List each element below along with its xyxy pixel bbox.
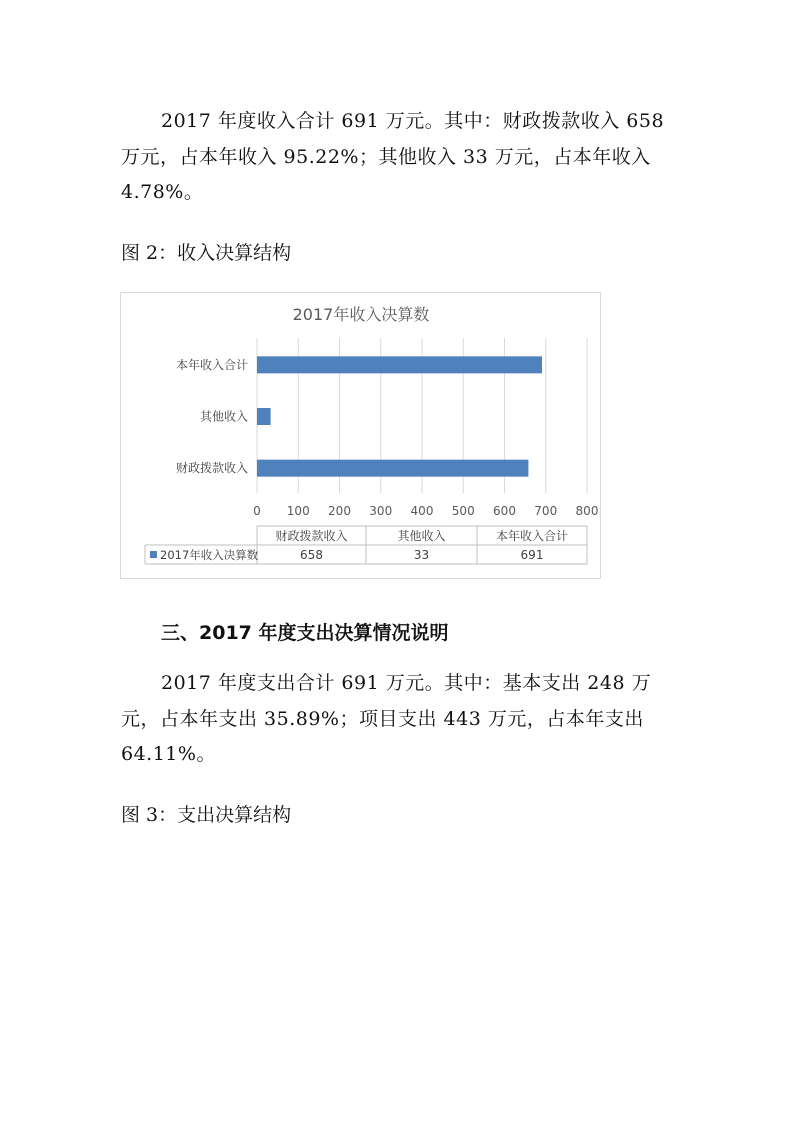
bar-1 xyxy=(257,460,528,477)
category-label: 财政拨款收入 xyxy=(175,461,248,476)
table-value-cell: 658 xyxy=(300,548,323,562)
x-tick-label: 800 xyxy=(575,504,599,518)
x-tick-label: 300 xyxy=(369,504,393,518)
category-label: 其他收入 xyxy=(199,409,248,424)
chart-title: 2017年收入决算数 xyxy=(292,305,430,324)
income-summary-paragraph: 2017 年度收入合计 691 万元。其中：财政拨款收入 658 万元，占本年收入 95.22%；其他收入 33 万元，占本年收入 4.78%。 xyxy=(121,110,665,203)
category-label: 本年收入合计 xyxy=(175,357,248,372)
legend-key xyxy=(150,551,157,558)
income-chart xyxy=(120,292,601,579)
x-tick-label: 600 xyxy=(493,504,516,518)
section-3-heading: 三、2017 年度支出决算情况说明 xyxy=(161,622,449,644)
table-row-label: 2017年收入决算数 xyxy=(160,548,259,562)
bar-3 xyxy=(257,356,542,373)
income-chart-svg xyxy=(121,293,602,580)
table-value-cell: 33 xyxy=(413,548,430,562)
table-value-cell: 691 xyxy=(520,548,544,562)
chart-data-table xyxy=(145,526,587,564)
table-header-cell: 本年收入合计 xyxy=(495,529,569,543)
table-header-cell: 其他收入 xyxy=(397,529,446,543)
x-tick-label: 500 xyxy=(451,504,475,518)
x-tick-label: 700 xyxy=(534,504,558,518)
x-tick-label: 100 xyxy=(286,504,310,518)
x-tick-label: 400 xyxy=(410,504,434,518)
figure-3-caption: 图 3：支出决算结构 xyxy=(121,804,292,826)
figure-2-caption: 图 2：收入决算结构 xyxy=(121,242,292,264)
table-header-cell: 财政拨款收入 xyxy=(275,529,348,543)
expenditure-summary-paragraph: 2017 年度支出合计 691 万元。其中：基本支出 248 万元，占本年支出 35.89%；项目支出 443 万元，占本年支出 64.11%。 xyxy=(121,672,652,765)
chart-bars xyxy=(257,356,542,476)
x-tick-label: 200 xyxy=(328,504,351,518)
chart-category-labels xyxy=(176,357,248,475)
bar-2 xyxy=(257,408,271,425)
x-tick-label: 0 xyxy=(253,504,261,518)
chart-tick-labels xyxy=(253,504,598,518)
